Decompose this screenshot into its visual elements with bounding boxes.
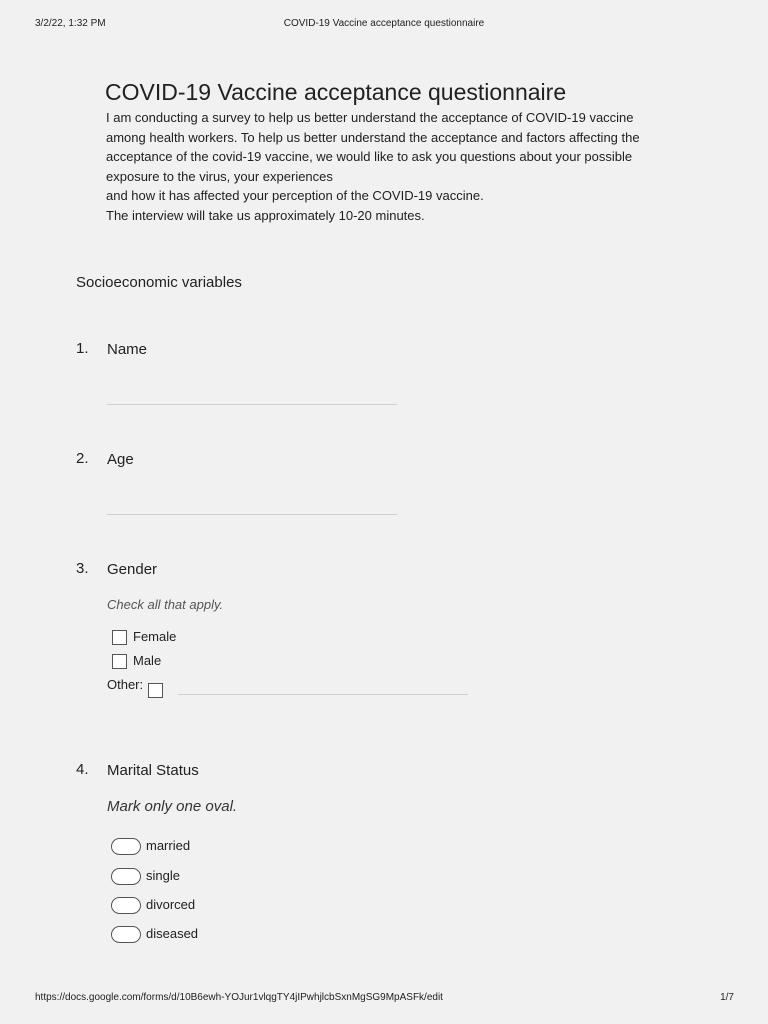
question-number: 2. (76, 450, 89, 467)
form-title: COVID-19 Vaccine acceptance questionnaire (105, 79, 567, 105)
print-footer-url: https://docs.google.com/forms/d/10B6ewh-YOJur1vlqgTY4jIPwhjlcbSxnMgSG9MpASFk/edit (35, 992, 443, 1003)
option-label-other: Other: (107, 677, 144, 692)
option-label-female: Female (133, 629, 177, 644)
question-title-gender: Gender (107, 561, 158, 578)
print-datetime: 3/2/22, 1:32 PM (35, 18, 106, 29)
form-description (106, 108, 706, 225)
radio-divorced[interactable] (111, 897, 141, 914)
option-label-married: married (146, 838, 191, 853)
description-line: among health workers. To help us better understand the acceptance and factors affecting the (106, 129, 640, 145)
checkbox-female[interactable] (112, 630, 127, 645)
description-line: I am conducting a survey to help us better understand the acceptance of COVID-19 vaccine (106, 110, 634, 125)
question-number: 4. (76, 761, 89, 778)
description-line: and how it has affected your perception of the COVID-19 vaccine. (106, 188, 484, 203)
section-title: Socioeconomic variables (76, 274, 242, 291)
name-answer-field[interactable] (107, 404, 397, 405)
description-line: acceptance of the covid-19 vaccine, we would like to ask you questions about your possible (106, 149, 633, 164)
marital-status-hint: Mark only one oval. (107, 798, 238, 815)
question-title-marital-status: Marital Status (107, 762, 199, 779)
page-number: 1/7 (720, 992, 734, 1003)
checkbox-male[interactable] (112, 654, 127, 669)
radio-single[interactable] (111, 868, 141, 885)
description-line: exposure to the virus, your experiences (106, 168, 333, 184)
question-number: 3. (76, 560, 89, 577)
checkbox-other[interactable] (148, 683, 163, 698)
option-label-single: single (146, 868, 180, 883)
option-label-divorced: divorced (146, 897, 196, 912)
question-title-age: Age (107, 451, 134, 468)
other-answer-field[interactable] (178, 694, 468, 695)
question-number: 1. (76, 340, 89, 357)
radio-married[interactable] (111, 838, 141, 855)
option-label-male: Male (133, 653, 162, 668)
print-header-title: COVID-19 Vaccine acceptance questionnaire (283, 18, 485, 29)
radio-diseased[interactable] (111, 926, 141, 943)
gender-hint: Check all that apply. (107, 597, 224, 612)
description-line: The interview will take us approximately 10-20 minutes. (106, 207, 425, 223)
option-label-diseased: diseased (146, 926, 199, 941)
question-title-name: Name (107, 341, 148, 358)
age-answer-field[interactable] (107, 514, 397, 515)
